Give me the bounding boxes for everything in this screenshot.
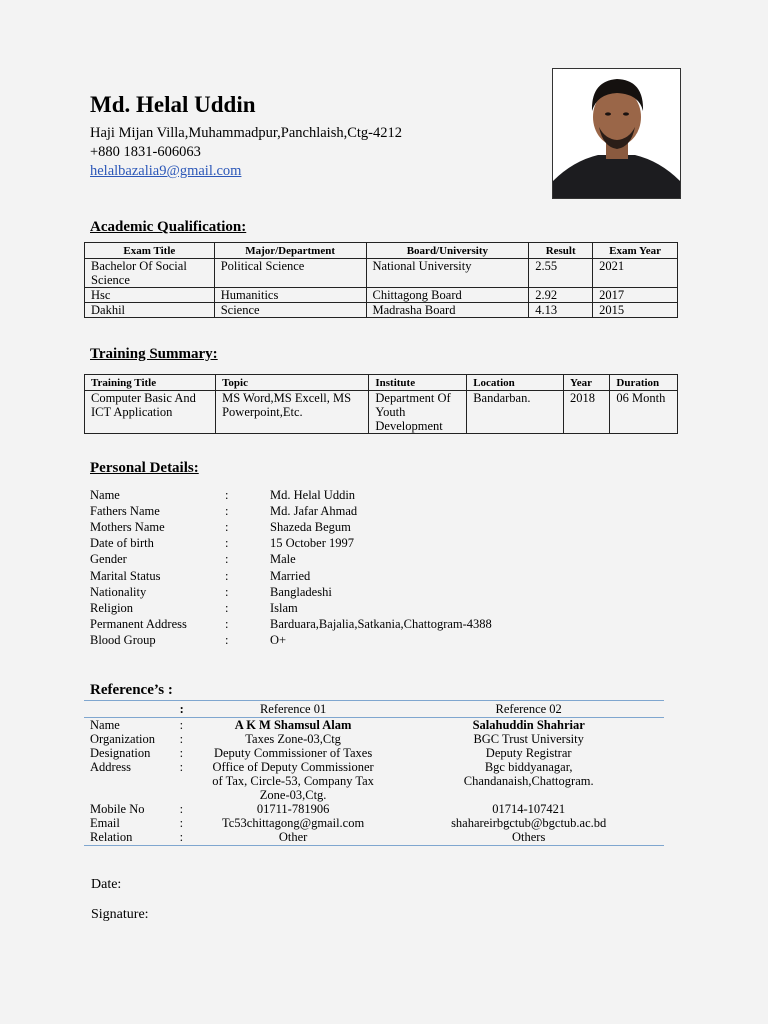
detail-label: Nationality [90, 584, 147, 599]
ref-label: Address [90, 760, 131, 774]
training-col-header: Training Title [85, 375, 216, 391]
table-cell: Computer Basic And ICT Application [85, 391, 216, 434]
detail-label: Religion [90, 600, 134, 615]
table-cell: Science [214, 303, 366, 318]
table-cell: Dakhil [85, 303, 215, 318]
ref-label: Name [90, 718, 120, 732]
table-row [84, 830, 664, 844]
list-item [90, 568, 492, 584]
table-row [85, 288, 678, 303]
detail-value: Md. Jafar Ahmad [270, 503, 358, 518]
contact-block [90, 124, 402, 181]
ref-label: Mobile No [90, 802, 145, 816]
detail-value: Married [270, 568, 311, 583]
ref-colon: : [179, 718, 184, 732]
list-item [90, 487, 492, 503]
table-cell: 2.92 [529, 288, 593, 303]
table-cell: 06 Month [610, 391, 678, 434]
ref1-value: 01711-781906 [256, 802, 330, 816]
detail-colon: : [225, 600, 229, 615]
ref-label [84, 701, 180, 717]
detail-value: Male [270, 552, 296, 567]
detail-colon: : [225, 536, 229, 551]
contact-phone: +880 1831-606063 [90, 144, 201, 160]
ref2-value: 01714-107421 [492, 802, 566, 816]
table-row [84, 718, 664, 732]
table-row [84, 746, 664, 760]
training-col-header: Location [467, 375, 564, 391]
detail-label: Gender [90, 552, 127, 567]
list-item [90, 600, 492, 616]
training-table [84, 374, 678, 434]
signature-label: Signature: [91, 907, 149, 922]
table-row [85, 391, 678, 434]
academic-col-header: Result [529, 243, 593, 259]
ref1-value: Office of Deputy Commissioner of Tax, Circle-53, Company Tax Zone-03,Ctg. [212, 760, 374, 802]
ref-label: Organization [90, 732, 156, 746]
divider [84, 845, 664, 846]
table-cell: Hsc [85, 288, 215, 303]
detail-value: Barduara,Bajalia,Satkania,Chattogram-4388 [270, 617, 492, 632]
detail-colon: : [225, 633, 229, 648]
ref1-value: Tc53chittagong@gmail.com [222, 816, 365, 830]
academic-col-header: Exam Title [85, 243, 215, 259]
ref1-value: Other [278, 830, 308, 844]
detail-colon: : [225, 519, 229, 534]
ref1-header: Reference 01 [259, 702, 327, 716]
detail-colon: : [225, 503, 229, 518]
list-item [90, 584, 492, 600]
detail-label: Mothers Name [90, 519, 165, 534]
detail-value: Shazeda Begum [270, 519, 351, 534]
academic-col-header: Major/Department [214, 243, 366, 259]
table-cell: Humanitics [214, 288, 366, 303]
list-item [90, 503, 492, 519]
ref-colon: : [179, 802, 184, 816]
academic-table [84, 242, 678, 318]
table-row [84, 732, 664, 746]
table-cell: Bandarban. [467, 391, 564, 434]
ref1-value: Deputy Commissioner of Taxes [213, 746, 373, 760]
detail-value: Islam [270, 600, 298, 615]
detail-label: Permanent Address [90, 617, 187, 632]
detail-colon: : [225, 584, 229, 599]
personal-section-title: Personal Details: [90, 460, 199, 476]
detail-label: Fathers Name [90, 503, 160, 518]
ref-label: Relation [90, 830, 133, 844]
academic-header-row [85, 243, 678, 259]
ref-colon: : [179, 760, 184, 774]
table-cell: 2021 [593, 259, 678, 288]
table-row [84, 760, 664, 802]
ref2-header: Reference 02 [495, 702, 562, 716]
detail-label: Name [90, 487, 120, 502]
table-row [84, 802, 664, 816]
table-row [85, 259, 678, 288]
ref-label: Designation [90, 746, 151, 760]
ref-colon: : [179, 732, 184, 746]
training-col-header: Institute [369, 375, 467, 391]
ref-label: Email [90, 816, 120, 830]
detail-label: Date of birth [90, 536, 154, 551]
profile-photo [552, 68, 681, 199]
profile-photo-image [553, 69, 680, 198]
ref-colon: : [179, 816, 184, 830]
table-cell: Political Science [214, 259, 366, 288]
table-cell: Bachelor Of Social Science [85, 259, 215, 288]
cv-name: Md. Helal Uddin [90, 92, 256, 117]
table-cell: 2015 [593, 303, 678, 318]
training-col-header: Topic [216, 375, 369, 391]
references-header-row [84, 701, 664, 717]
personal-details-list [90, 487, 492, 649]
table-cell: 4.13 [529, 303, 593, 318]
list-item [90, 552, 492, 568]
detail-colon: : [225, 568, 229, 583]
list-item [90, 617, 492, 633]
ref2-value: Salahuddin Shahriar [472, 718, 585, 732]
contact-address: Haji Mijan Villa,Muhammadpur,Panchlaish,Ctg-4212 [90, 125, 403, 141]
ref1-value: Taxes Zone-03,Ctg [245, 732, 341, 746]
detail-value: Md. Helal Uddin [270, 487, 356, 502]
ref-colon: : [179, 702, 184, 716]
training-section-title: Training Summary: [90, 346, 218, 362]
table-cell: 2017 [593, 288, 678, 303]
references-block [84, 700, 664, 846]
table-cell: Department Of Youth Development [369, 391, 467, 434]
contact-email-link[interactable]: helalbazalia9@gmail.com [90, 163, 242, 179]
table-row [85, 303, 678, 318]
table-cell: Madrasha Board [366, 303, 529, 318]
ref-colon: : [179, 830, 184, 844]
table-cell: 2018 [564, 391, 610, 434]
list-item [90, 536, 492, 552]
detail-colon: : [225, 552, 229, 567]
list-item [90, 519, 492, 535]
list-item [90, 633, 492, 649]
table-cell: Chittagong Board [366, 288, 529, 303]
training-header-row [85, 375, 678, 391]
ref2-value: shahareirbgctub@bgctub.ac.bd [451, 816, 607, 830]
ref2-value: Others [512, 830, 546, 844]
detail-value: 15 October 1997 [270, 536, 355, 551]
table-cell: National University [366, 259, 529, 288]
academic-col-header: Exam Year [593, 243, 678, 259]
ref2-value: Bgc biddyanagar, Chandanaish,Chattogram. [463, 760, 594, 788]
detail-value: Bangladeshi [270, 584, 332, 599]
references-section-title: Reference’s : [90, 682, 173, 698]
detail-value: O+ [270, 633, 287, 648]
academic-section-title: Academic Qualification: [90, 219, 247, 235]
table-cell: 2.55 [529, 259, 593, 288]
detail-label: Blood Group [90, 633, 156, 648]
detail-colon: : [225, 487, 229, 502]
detail-colon: : [225, 617, 229, 632]
ref-colon: : [179, 746, 184, 760]
academic-col-header: Board/University [366, 243, 529, 259]
detail-label: Marital Status [90, 568, 161, 583]
ref2-value: Deputy Registrar [485, 746, 572, 760]
table-row [84, 816, 664, 830]
training-col-header: Year [564, 375, 610, 391]
ref2-value: BGC Trust University [473, 732, 584, 746]
references-table [84, 701, 664, 844]
ref1-value: A K M Shamsul Alam [234, 718, 352, 732]
date-label: Date: [91, 877, 122, 892]
training-col-header: Duration [610, 375, 678, 391]
table-cell: MS Word,MS Excell, MS Powerpoint,Etc. [216, 391, 369, 434]
